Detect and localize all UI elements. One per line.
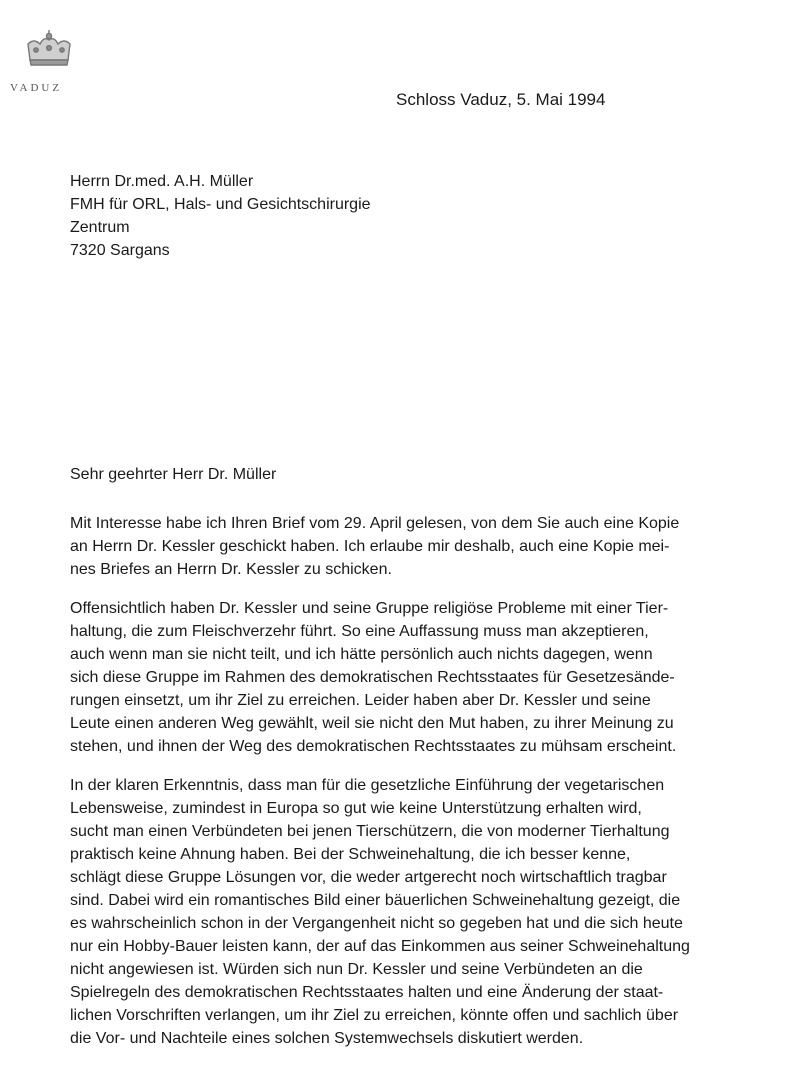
- text-line: nicht angewiesen ist. Würden sich nun Dr. Kessler und seine Verbündeten an die: [70, 961, 643, 978]
- text-line: sind. Dabei wird ein romantisches Bild einer bäuerlichen Schweinehaltung gezeigt, die: [70, 892, 681, 909]
- salutation: Sehr geehrter Herr Dr. Müller: [70, 466, 277, 483]
- text-line: auch wenn man sie nicht teilt, und ich hätte persönlich auch nichts dagegen, wenn: [70, 646, 653, 663]
- text-line: lichen Vorschriften verlangen, um ihr Ziel zu erreichen, könnte offen und sachlich über: [70, 1007, 679, 1024]
- letterhead-place: VADUZ: [10, 82, 63, 94]
- text-line: es wahrscheinlich schon in der Vergangenheit nicht so gegeben hat und die sich heute: [70, 915, 683, 932]
- text-line: sich diese Gruppe im Rahmen des demokratischen Rechtsstaates für Gesetzesände-: [70, 669, 675, 686]
- recipient-line: FMH für ORL, Hals- und Gesichtschirurgie: [70, 196, 371, 213]
- letter-body: [70, 512, 770, 1066]
- recipient-line: Herrn Dr.med. A.H. Müller: [70, 173, 254, 190]
- text-line: Offensichtlich haben Dr. Kessler und seine Gruppe religiöse Probleme mit einer Tier-: [70, 600, 669, 617]
- text-line: stehen, und ihnen der Weg des demokratischen Rechtsstaates zu mühsam erscheint.: [70, 738, 677, 755]
- text-line: praktisch keine Ahnung haben. Bei der Schweinehaltung, die ich besser kenne,: [70, 846, 631, 863]
- text-line: nur ein Hobby-Bauer leisten kann, der auf das Einkommen aus seiner Schweinehaltung: [70, 938, 690, 955]
- recipient-address: [70, 170, 371, 262]
- text-line: schlägt diese Gruppe Lösungen vor, die weder artgerecht noch wirtschaftlich tragbar: [70, 869, 667, 886]
- text-line: rungen einsetzt, um ihr Ziel zu erreichen. Leider haben aber Dr. Kessler und seine: [70, 692, 651, 709]
- text-line: haltung, die zum Fleischverzehr führt. So eine Auffassung muss man akzeptieren,: [70, 623, 649, 640]
- text-line: nes Briefes an Herrn Dr. Kessler zu schicken.: [70, 561, 392, 578]
- dateline: Schloss Vaduz, 5. Mai 1994: [396, 90, 606, 109]
- text-line: Spielregeln des demokratischen Rechtsstaates halten und eine Änderung der staat-: [70, 984, 664, 1001]
- paragraph: [70, 512, 770, 581]
- crown-icon: [22, 30, 76, 70]
- text-line: Lebensweise, zumindest in Europa so gut wie keine Unterstützung erhalten wird,: [70, 800, 642, 817]
- paragraph: [70, 774, 770, 1050]
- recipient-line: Zentrum: [70, 219, 130, 236]
- text-line: die Vor- und Nachteile eines solchen Systemwechsels diskutiert werden.: [70, 1030, 584, 1047]
- recipient-line: 7320 Sargans: [70, 242, 170, 259]
- text-line: sucht man einen Verbündeten bei jenen Tierschützern, die von moderner Tierhaltung: [70, 823, 670, 840]
- text-line: Mit Interesse habe ich Ihren Brief vom 29. April gelesen, von dem Sie auch eine Kopie: [70, 515, 680, 532]
- text-line: Leute einen anderen Weg gewählt, weil sie nicht den Mut haben, zu ihrer Meinung zu: [70, 715, 674, 732]
- text-line: In der klaren Erkenntnis, dass man für die gesetzliche Einführung der vegetarischen: [70, 777, 665, 794]
- text-line: an Herrn Dr. Kessler geschickt haben. Ich erlaube mir deshalb, auch eine Kopie mei-: [70, 538, 670, 555]
- paragraph: [70, 597, 770, 758]
